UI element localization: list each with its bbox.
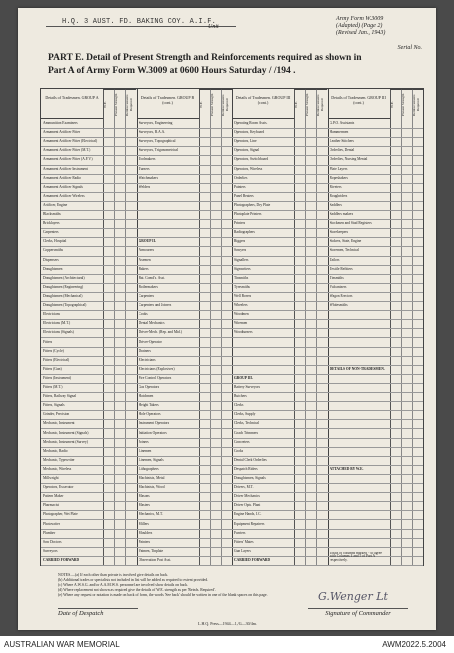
table-row: [41, 538, 423, 539]
table-row: [41, 356, 423, 357]
trade-label: Mechanic, Instrument (Signals): [43, 430, 89, 435]
trade-label: Armament Artificer Fitter (M.T.): [43, 148, 91, 153]
trade-label: Axemen: [138, 257, 151, 262]
trade-label: Tyresmiths: [234, 284, 250, 289]
note-a: NOTES.—(a) If each other than private is involved give details on back.: [58, 573, 169, 577]
archive-name: AUSTRALIAN WAR MEMORIAL: [4, 640, 120, 649]
trade-label: Ammunition Examiners: [43, 121, 78, 126]
table-row: [41, 274, 423, 275]
table-row: [41, 419, 423, 420]
trade-label: Grinder, Precision: [43, 412, 70, 417]
trade-label: Storekeepers: [329, 230, 349, 235]
trade-label: Boilermakers: [138, 284, 158, 289]
form-ref-line-2: (Adapted) (Page 2): [336, 23, 383, 29]
subcolumn-divider: [401, 89, 402, 565]
trade-label: Tailors: [329, 257, 340, 262]
trade-label: Surveyors, Topographical: [138, 139, 176, 144]
trade-label: Driver-Mech. (Rep. and Mtd.): [138, 330, 182, 335]
trade-label: Dental Mechanics: [138, 321, 165, 326]
table-row: [41, 183, 423, 184]
trade-label: Draughtsmen (Topographical): [43, 303, 87, 308]
table-row: [41, 483, 423, 484]
trade-label: Wheelers: [234, 303, 248, 308]
trade-label: Carpenters and Joiners: [138, 303, 172, 308]
trade-label: Orderlies, Nursing Mental: [329, 157, 368, 162]
trade-label: Electricians (M.T.): [43, 321, 71, 326]
printer-imprint: L.H.Q. Press—1944—1,/G—30/4m.: [198, 621, 257, 626]
trade-label: Linemen, Signals: [138, 457, 164, 462]
trade-label: Armourers: [138, 248, 155, 253]
trade-label: Artificer, Engine: [43, 202, 68, 207]
trade-label: Totals of columns marked * to agree with Columns 4 and 5 of Part A respectively.: [329, 551, 382, 563]
trade-label: Fire Control Operators: [138, 375, 172, 380]
archive-footer: [0, 636, 454, 653]
subcolumn-header: Reinforcements Required: [316, 89, 327, 120]
trade-label: Roughriders: [329, 193, 348, 198]
trade-label: Draughtsmen (Architectural): [43, 275, 85, 280]
unit-label: Unit: [208, 24, 219, 30]
trade-label: Fitters (Cycle): [43, 348, 64, 353]
table-row: [41, 201, 423, 202]
trade-label: Coppersmiths: [43, 248, 63, 253]
trade-label: Drivers, M.T.: [234, 485, 254, 490]
trade-label: Mechanic, Typewriter: [43, 457, 75, 462]
trade-label: CARRIED FORWARD: [43, 557, 80, 562]
trade-label: Draughtsmen: [43, 266, 63, 271]
trade-label: G.P.O. Assistants: [329, 121, 355, 126]
trade-label: Instrument Operators: [138, 421, 170, 426]
table-row: [41, 410, 423, 411]
trade-label: Dental Clerk Orderlies: [234, 457, 267, 462]
trade-label: Draughtsmen (Mechanical): [43, 293, 83, 298]
trade-label: Bakers: [138, 266, 149, 271]
trade-label: Hammermen: [329, 130, 349, 135]
table-row: [41, 319, 423, 320]
trade-label: Armament Artificer Fitter (Electrical): [43, 139, 98, 144]
title-line-2: Part A of Army Form W.3009 at 0600 Hours Saturday / /194 .: [48, 66, 296, 76]
trade-label: Operating Room Assts.: [234, 121, 268, 126]
trade-label: Drainers: [138, 348, 151, 353]
trade-label: Operators, Line: [234, 139, 257, 144]
trade-label: Electricians (Explosives): [138, 366, 175, 371]
trade-label: Armament Artificer Wireless: [43, 193, 85, 198]
subcolumn-divider: [423, 89, 424, 565]
subcolumn-divider: [232, 89, 233, 565]
trade-label: Clerks: [234, 403, 244, 408]
trade-label: Saw Doctors: [43, 539, 62, 544]
table-row: [41, 283, 423, 284]
trade-label: Woodmen: [234, 312, 249, 317]
trade-label: Woodturners: [234, 330, 253, 335]
column-header-group-4: Details of Tradesmen. GROUP III (cont.): [328, 89, 390, 119]
form-ref-line-1: Army Form W.3009: [336, 16, 384, 22]
subcolumn-divider: [412, 89, 413, 565]
table-row: [41, 337, 423, 338]
trade-label: Signallers: [234, 257, 249, 262]
trade-label: Riggers: [234, 239, 246, 244]
trade-label: Operators, Wireless: [234, 166, 263, 171]
trade-label: Driver Opts. Plant: [234, 503, 261, 508]
trade-label: ATTACHED BY W.E.: [329, 466, 364, 471]
despatch-label: Date of Despatch: [58, 608, 138, 617]
trade-label: Mechanic, Radio: [43, 448, 68, 453]
strength-table: [40, 88, 424, 566]
table-row: [41, 519, 423, 520]
table-row: [41, 265, 423, 266]
trade-label: Surveyors, Engineering: [138, 121, 173, 126]
form-title: [48, 52, 408, 78]
trade-label: Carpenters: [43, 230, 59, 235]
trade-label: Stokers, State, Engine: [329, 239, 362, 244]
table-row: [41, 383, 423, 384]
table-row: [41, 392, 423, 393]
trade-label: Blacksmiths: [43, 212, 61, 217]
trade-label: Hatchmen: [138, 394, 154, 399]
trade-label: Battery Surveyors: [234, 385, 261, 389]
trade-label: Tinsmiths: [234, 275, 249, 280]
form-ref-line-3: (Revised Jan., 1943): [336, 30, 386, 36]
trade-label: Fitters (Electrical): [43, 357, 70, 362]
table-row: [41, 310, 423, 311]
trade-label: Despatch Riders: [234, 466, 258, 471]
table-row: [41, 565, 423, 566]
trade-label: Electricians (Signals): [43, 330, 74, 335]
trade-label: DETAILS OF NON-TRADESMEN.: [329, 366, 385, 371]
trade-label: Fitters, Signals: [43, 403, 65, 408]
trade-label: Armament Artificer Radio: [43, 175, 81, 180]
trade-label: Vatmen, Tinplate: [138, 548, 164, 553]
table-row: [41, 365, 423, 366]
trade-label: Hole Operators: [138, 412, 161, 417]
subcolumn-divider: [125, 89, 126, 565]
form-reference: [336, 16, 426, 37]
trade-label: Saddlers: [329, 202, 342, 207]
trade-label: Mechanics, M.T.: [138, 512, 163, 517]
trade-label: Millwright: [43, 476, 59, 481]
trade-label: Wiremen: [234, 321, 248, 326]
trade-label: Cooks: [234, 448, 244, 453]
trade-label: Clerks, Technical: [234, 421, 260, 426]
table-row: [41, 547, 423, 548]
table-row: [41, 447, 423, 448]
trade-label: Joiners: [138, 439, 149, 444]
table-row: [41, 438, 423, 439]
trade-label: Machinists, Wood: [138, 485, 165, 490]
trade-label: Armament Artificer Fitter (A.F.V.): [43, 157, 93, 162]
subcolumn-divider: [305, 89, 306, 565]
table-row: [41, 128, 423, 129]
column-divider: [103, 89, 104, 565]
trade-label: Lithographers: [138, 466, 159, 471]
table-row: [41, 328, 423, 329]
trade-label: Electricians: [138, 357, 156, 362]
trade-label: Operators, Signal: [234, 148, 260, 153]
trade-label: Plate Layers: [329, 166, 348, 171]
table-row: [41, 501, 423, 502]
trade-label: Welders: [138, 184, 151, 189]
trade-label: Carpenters: [138, 293, 155, 298]
trade-label: Photowriter: [43, 521, 60, 526]
subcolumn-divider: [137, 89, 138, 565]
trade-label: Radiographers: [234, 230, 255, 235]
trade-label: Orderlies: [234, 175, 248, 180]
title-line-1: PART E. Detail of Present Strength and Reinforcements required as shown in: [48, 53, 362, 63]
table-row: [41, 237, 423, 238]
table-row: [41, 165, 423, 166]
table-row: [41, 155, 423, 156]
trade-label: Draughtsmen (Engineering): [43, 284, 84, 289]
table-row: [41, 510, 423, 511]
trade-label: Linemen: [138, 448, 152, 453]
trade-label: Watchmakers: [138, 175, 158, 180]
archive-id: AWM2022.5.2004: [382, 640, 446, 649]
trade-label: Bat. Comd's. Asst.: [138, 275, 166, 280]
subcolumn-divider: [328, 89, 329, 565]
column-header-group-1: Details of Tradesmen. GROUP A: [41, 89, 103, 119]
trade-label: Mechanic, Instrument: [43, 421, 75, 426]
trade-label: Surveyors, Trigonometrical: [138, 148, 179, 153]
trade-label: Photographer, Wet Plate: [43, 512, 78, 517]
trade-label: Plumber: [43, 530, 56, 535]
trade-label: Fitters: [43, 339, 53, 344]
table-row: [41, 474, 423, 475]
note-c: (c) Where A.W.S.G. and/or A.A.M.W.S. personnel are involved show details on back.: [58, 583, 189, 587]
trade-label: Stockmen and Stud Registers: [329, 221, 372, 226]
trade-label: Gun Layers: [234, 548, 251, 553]
trade-label: Armament Artificer Instrument: [43, 166, 88, 171]
subcolumn-header: Reinforcements Required: [221, 89, 232, 120]
trade-label: Fitters' Mates: [234, 539, 254, 544]
note-b: (b) Additional trades or specialists not included in list will be added as required to extent provided.: [58, 578, 209, 582]
table-row: [41, 256, 423, 257]
trade-label: Printers: [234, 221, 246, 226]
trade-label: GROUP III.: [234, 375, 253, 380]
trade-label: Fitters (Gun): [43, 366, 62, 371]
column-divider: [294, 89, 295, 565]
trade-label: Masons: [138, 494, 150, 499]
trade-label: Painters: [138, 539, 151, 544]
subcolumn-header: W.E.: [199, 89, 210, 120]
trade-label: Pharmacist: [43, 503, 59, 508]
table-row: [41, 174, 423, 175]
subcolumn-header: Present Strength: [305, 89, 316, 120]
trade-label: Armament Artificer Signals: [43, 184, 83, 189]
column-header-group-3: Details of Tradesmen. GROUP III (cont.): [232, 89, 294, 119]
table-row: [41, 210, 423, 211]
trade-label: Mechanic, Instrument (Survey): [43, 439, 89, 444]
table-row: [41, 292, 423, 293]
trade-label: Clerks, Hospital: [43, 239, 67, 244]
commander-signature: G.Wenger Lt: [318, 590, 388, 603]
trade-label: Riveters: [329, 184, 342, 189]
trade-label: Engine Hands, I.C.: [234, 512, 262, 517]
trade-label: Gas Operators: [138, 385, 160, 389]
form-page: [18, 8, 436, 630]
subcolumn-header: Present Strength: [114, 89, 125, 120]
trade-label: Draughtsmen, Signals: [234, 476, 266, 481]
column-divider: [390, 89, 391, 565]
subcolumn-header: Present Strength: [210, 89, 221, 120]
trade-label: Machinists, Metal: [138, 476, 165, 481]
trade-label: CARRIED FORWARD: [234, 557, 271, 562]
column-header-group-2: Details of Tradesmen. GROUP B (cont.): [137, 89, 199, 119]
trade-label: Painters: [234, 184, 246, 189]
trade-label: GROUP II.: [138, 239, 156, 244]
trade-label: Moulders: [138, 530, 153, 535]
signature-label: Signature of Commander: [308, 608, 408, 617]
subcolumn-header: W.E.: [294, 89, 305, 120]
trade-label: Equipment Repairers: [234, 521, 265, 526]
trade-label: Sawyers: [234, 248, 247, 253]
trade-label: Operators, Keyboard: [234, 130, 265, 135]
trade-label: Masters: [138, 503, 150, 508]
trade-label: Wagon Erectors: [329, 293, 353, 298]
trade-label: Initiation Operators: [138, 430, 167, 435]
trade-label: Surveyors: [43, 548, 58, 553]
trade-label: Furriers: [234, 530, 246, 535]
table-row: [41, 465, 423, 466]
trade-label: Clerks, Supply: [234, 412, 256, 417]
subcolumn-header: W.E.: [103, 89, 114, 120]
trade-label: Operators, Switchboard: [234, 157, 269, 162]
note-d: (d) Where replacement not shown as required give the details of W.E. strength as per 'Reinfs. Required'.: [58, 588, 216, 592]
trade-label: Bricklayers: [43, 221, 60, 226]
trade-label: Turners: [138, 166, 150, 171]
trade-label: Concreters: [234, 439, 250, 444]
trade-label: Observation Post Asst.: [138, 557, 172, 562]
trade-label: Cooks: [138, 312, 148, 317]
trade-label: Surveyors, R.A.A.: [138, 130, 166, 135]
table-row: [41, 219, 423, 220]
table-row: [41, 456, 423, 457]
table-row: [41, 146, 423, 147]
trade-label: Textile Refitters: [329, 266, 353, 271]
table-row: [41, 137, 423, 138]
trade-label: Driver-Operator: [138, 339, 162, 344]
unit-stamp: H.Q. 3 AUST. FD. BAKING COY. A.I.F.: [62, 18, 217, 26]
subcolumn-divider: [114, 89, 115, 565]
trade-label: Fitters (Instrument): [43, 375, 72, 380]
subcolumn-header: W.E.: [390, 89, 401, 120]
table-row: [41, 492, 423, 493]
table-row: [41, 301, 423, 302]
trade-label: Toolmakers: [138, 157, 156, 162]
trade-label: Leather Stitchers: [329, 139, 354, 144]
trade-label: Operators, Excavator: [43, 485, 74, 490]
trade-label: Storemen, Technical: [329, 248, 359, 253]
trade-label: Mechanic, Wireless: [43, 466, 72, 471]
trade-label: Saddlers makers: [329, 212, 354, 217]
subcolumn-header: Reinforcements Required: [125, 89, 136, 120]
trade-label: Panel Beaters: [234, 193, 254, 198]
trade-label: Tinsmiths: [329, 275, 344, 280]
table-row: [41, 428, 423, 429]
trade-label: Height Takers: [138, 403, 159, 408]
trade-label: Well Borers: [234, 293, 252, 298]
trade-label: Dispensers: [43, 257, 59, 262]
trade-label: Driver Mechanics: [234, 494, 260, 499]
trade-label: Fitters, Railway Signal: [43, 394, 77, 399]
trade-label: Orderlies, Dental: [329, 148, 355, 153]
trade-label: Photoplate Printers: [234, 212, 262, 217]
trade-label: Coach Trimmers: [234, 430, 259, 435]
trade-label: Fitters (M.T.): [43, 385, 63, 389]
trade-label: Butchers: [234, 394, 247, 399]
trade-label: Millers: [138, 521, 149, 526]
table-row: [41, 401, 423, 402]
subcolumn-header: Present Strength: [401, 89, 412, 120]
trade-label: Whitesmiths: [329, 303, 348, 308]
trade-label: Armament Artificer Fitter: [43, 130, 81, 135]
subcolumn-header: Reinforcements Required: [412, 89, 423, 120]
trade-label: Photographers, Dry Plate: [234, 202, 271, 207]
table-row: [41, 529, 423, 530]
trade-label: Vulcanizers: [329, 284, 347, 289]
table-row: [41, 192, 423, 193]
table-row: [41, 228, 423, 229]
column-divider: [199, 89, 200, 565]
subcolumn-divider: [221, 89, 222, 565]
note-e: (e) Where any request or notation is made on back of form, the words 'See back' should be written in one of the blank spaces on this page.: [58, 593, 268, 597]
trade-label: Electricians: [43, 312, 60, 317]
subcolumn-divider: [210, 89, 211, 565]
table-row: [41, 347, 423, 348]
subcolumn-divider: [316, 89, 317, 565]
table-row: [41, 374, 423, 375]
table-row: [41, 246, 423, 247]
trade-label: Ropeshakers: [329, 175, 348, 180]
trade-label: Pattern Maker: [43, 494, 64, 499]
trade-label: Signwriters: [234, 266, 251, 271]
serial-label: Serial No.: [397, 45, 422, 51]
